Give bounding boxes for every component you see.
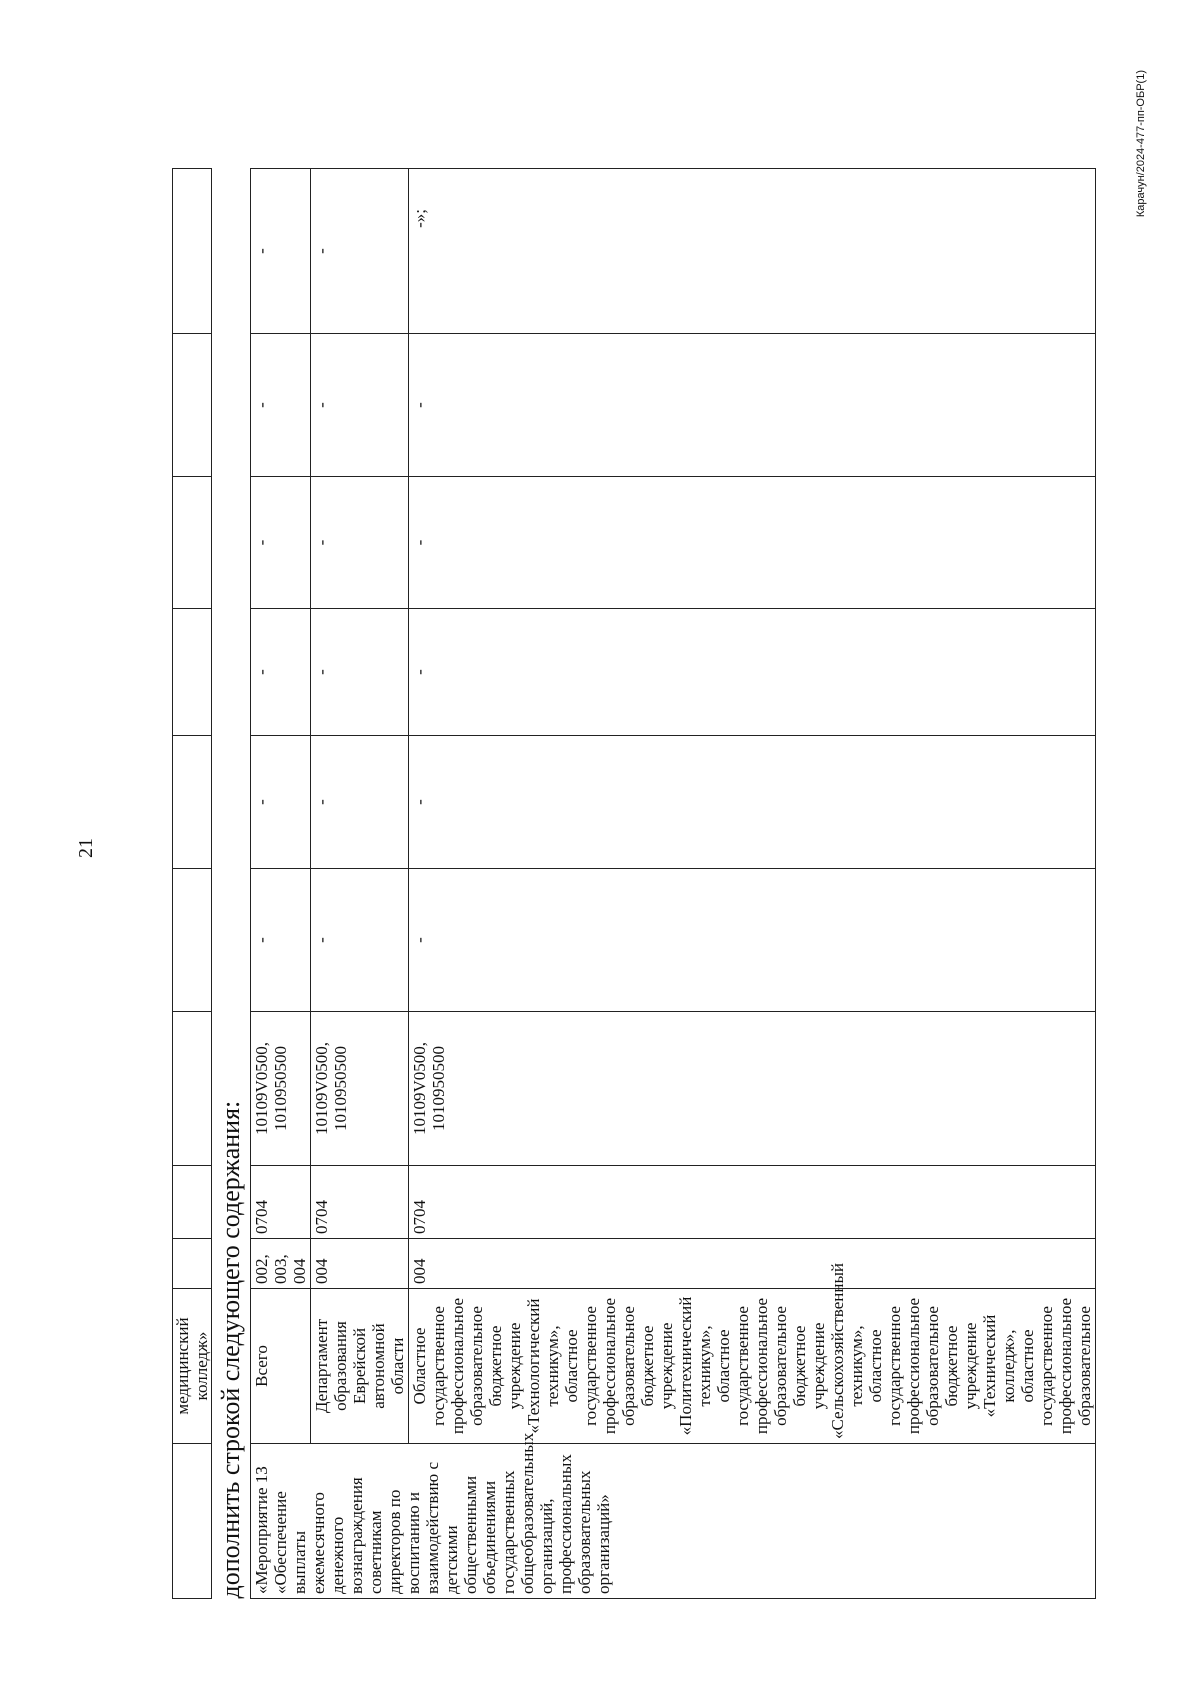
budget-table (172, 168, 1096, 1599)
intro-text: дополнить строкой следующего содержания: (212, 169, 251, 1599)
recipient-cell: Областное государственное профессиональное образовательное бюджетное учреждение «Технологический техникум», областное государственное профессиональное образовательное бюджетное учреждение «Политехнический техникум», областное государственное профессиональное образовательное бюджетное учреждение «Сельскохозяйственный техникум», областное государственное профессиональное образовательное бюджетное учреждение «Технический колледж», областное государственное профессиональное образовательное (409, 1289, 1096, 1444)
value-cell: - (409, 736, 1096, 869)
value-cell: - (409, 334, 1096, 477)
value-cell: - (311, 736, 409, 869)
recipient-cell: медицинский колледж» (173, 1289, 212, 1444)
measure-name-cell: «Мероприятие 13 «Обеспечение выплаты ежемесячного денежного вознаграждения советникам директоров по воспитанию и взаимодействию с детскими общественными объединениями государственных общеобразовательных организаций, профессиональных образовательных организаций» (251, 1444, 1096, 1599)
value-cell: - (251, 169, 311, 334)
grbs-cell: 004 (409, 1239, 1096, 1289)
recipient-cell: Всего (251, 1289, 311, 1444)
value-cell: - (409, 609, 1096, 736)
value-cell: - (251, 736, 311, 869)
grbs-cell: 002, 003, 004 (251, 1239, 311, 1289)
recipient-cell: Департамент образования Еврейской автономной области (311, 1289, 409, 1444)
value-cell: - (311, 169, 409, 334)
value-cell: - (409, 869, 1096, 1012)
grbs-cell: 004 (311, 1239, 409, 1289)
footer-code: Карачун/2024-477-пп-ОБР(1) (1135, 70, 1147, 218)
value-cell: - (251, 477, 311, 609)
page-number: 21 (75, 838, 97, 858)
value-cell: - (311, 869, 409, 1012)
value-cell: - (311, 609, 409, 736)
value-cell: - (311, 477, 409, 609)
closing-quote-cell: -»; (409, 169, 1096, 334)
value-cell: - (311, 334, 409, 477)
target-code-cell: 10109V0500, 1010950500 (311, 1012, 409, 1166)
table-row (311, 169, 409, 1599)
table-row (409, 169, 1096, 1599)
table-row (173, 169, 212, 1599)
value-cell: - (409, 477, 1096, 609)
section-cell: 0704 (409, 1166, 1096, 1239)
section-cell: 0704 (251, 1166, 311, 1239)
table-row (251, 169, 311, 1599)
target-code-cell: 10109V0500, 1010950500 (409, 1012, 1096, 1166)
value-cell: - (251, 869, 311, 1012)
value-cell: - (251, 334, 311, 477)
target-code-cell: 10109V0500, 1010950500 (251, 1012, 311, 1166)
section-cell: 0704 (311, 1166, 409, 1239)
intro-row (212, 169, 251, 1599)
value-cell: - (251, 609, 311, 736)
